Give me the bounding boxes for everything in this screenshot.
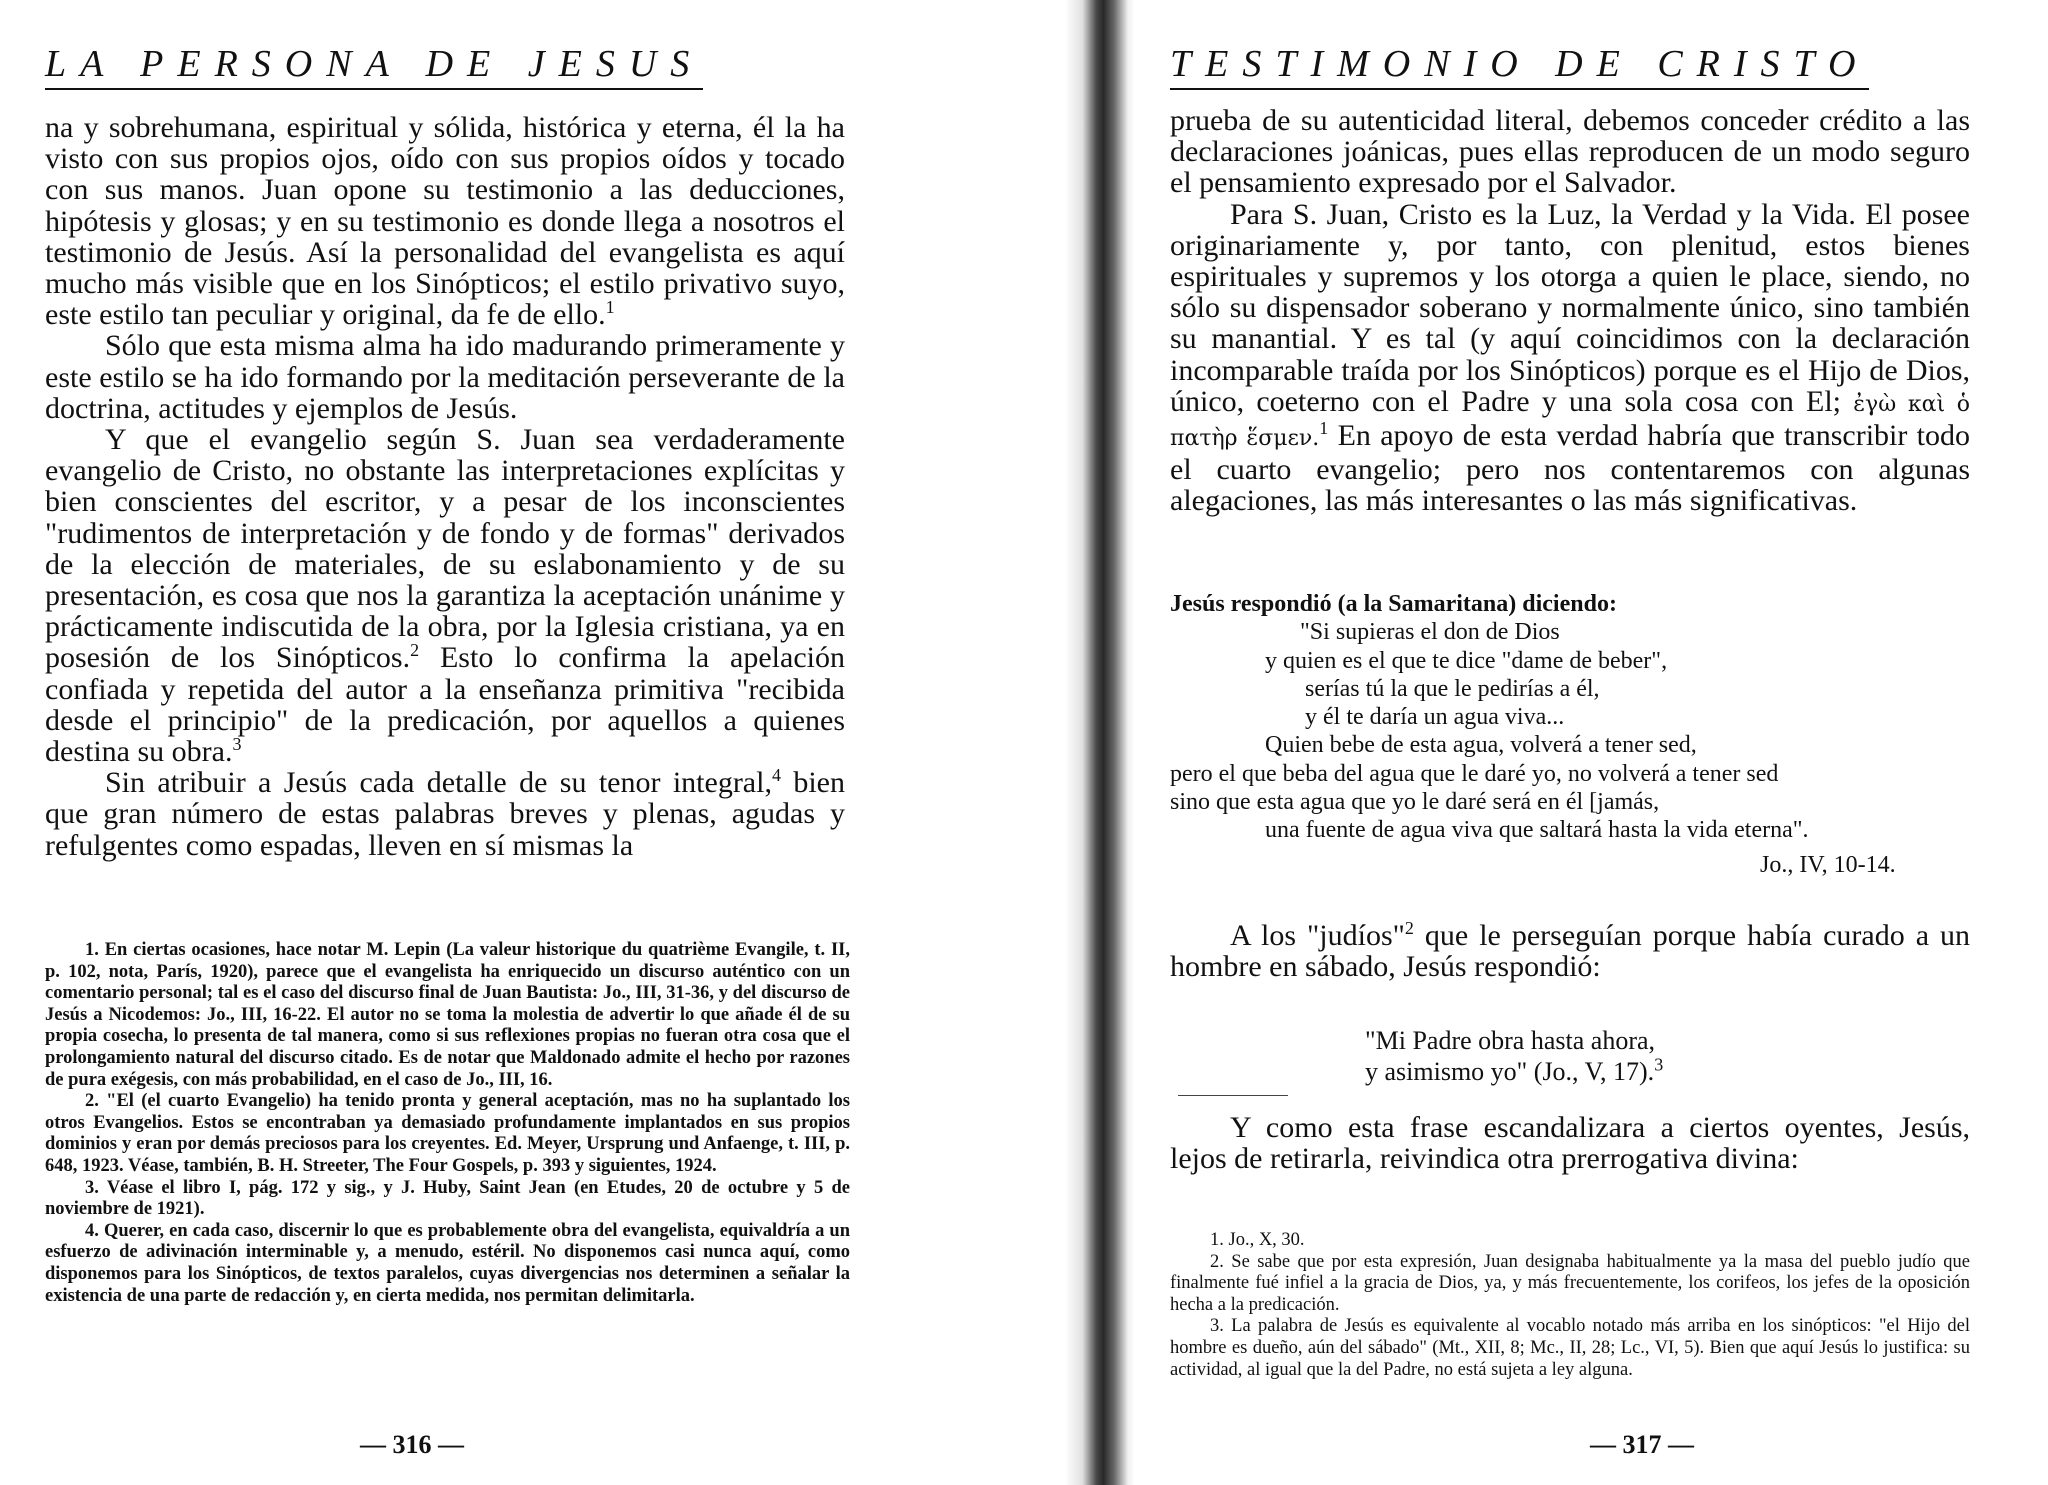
footnote-ref-4[interactable]: 4 xyxy=(771,765,781,786)
right-page xyxy=(1090,0,2048,1485)
footnote-separator xyxy=(1178,1095,1288,1096)
quote2-line-1: "Mi Padre obra hasta ahora, xyxy=(1365,1026,1656,1055)
quote-intro: Jesús respondió (a la Samaritana) diciendo: xyxy=(1170,591,1617,617)
running-head-right: TESTIMONIO DE CRISTO xyxy=(1170,42,1869,90)
quote-line: serías tú la que le pedirías a él, xyxy=(1305,675,1600,702)
page-number-left: — 316 — xyxy=(360,1430,464,1459)
footnote-4: 4. Querer, en cada caso, discernir lo que es probablemente obra del evangelista, equivaldría a un esfuerzo de adivinación interminable y, a menudo, estéril. No disponemos casi nunca aquí, como disponemos para los Sinópticos, de textos paralelos, cuyas divergencias nos determinen a señalar la existencia de una parte de redacción y, en cierta medida, nos permitan delimitarla. xyxy=(45,1220,850,1306)
right-footnotes xyxy=(1170,1230,1970,1381)
greek-quote: ἐγὼ καὶ ὁ πατὴρ ἕσμεν. xyxy=(1170,391,1971,452)
left-body xyxy=(45,112,845,861)
left-footnotes xyxy=(45,940,850,1307)
judios-paragraph: A los "judíos"$^2$ que le perseguían porque había curado a un hombre en sábado, Jesús respondió: xyxy=(1170,918,1971,984)
quote-line: Quien bebe de esta agua, volverá a tener sed, xyxy=(1265,732,1697,759)
quote-reference: Jo., IV, 10-14. xyxy=(1760,851,1896,878)
quote-line: y quien es el que te dice "dame de beber", xyxy=(1265,647,1668,674)
footnote-ref-judios[interactable]: 2 xyxy=(1404,918,1414,938)
page-number-right: — 317 — xyxy=(1590,1430,1694,1459)
footnote-ref-2[interactable]: 2 xyxy=(410,640,420,661)
padre-quote xyxy=(1365,1025,1925,1087)
quote-line: pero el que beba del agua que le daré yo, no volverá a tener sed xyxy=(1170,760,1779,787)
right-paragraph-1: prueba de su autenticidad literal, debemos conceder crédito a las declaraciones joánicas, pues ellas reproducen de un modo seguro el pensamiento expresado por el Salvador. xyxy=(1170,104,1970,200)
quote-line: y él te daría un agua viva... xyxy=(1305,704,1565,731)
running-head-left: LA PERSONA DE JESUS xyxy=(45,42,703,90)
footnote-2: 2. "El (el cuarto Evangelio) ha tenido pronta y general aceptación, mas no ha suplantado los otros Evangelios. Estos se encontraban ya demasiado profundamente implantados en sus propios dominios y eran por demás preciosos para los creyentes. Ed. Meyer, Ursprung und Anfaenge, t. III, p. 648, 1923. Véase, también, B. H. Streeter, The Four Gospels, p. 393 y siguientes, 1924. xyxy=(45,1091,850,1176)
footnote-ref-1[interactable]: 1 xyxy=(605,297,615,318)
escandalizara-paragraph: Y como esta frase escandalizara a ciertos oyentes, Jesús, lejos de retirarla, reivindica otra prerrogativa divina: xyxy=(1170,1111,1970,1176)
footnote-1: 1. En ciertas ocasiones, hace notar M. Lepin (La valeur historique du quatrième Evangile, t. II, p. 102, nota, París, 1920), parece que el evangelista ha enriquecido un discurso auténtico con un comentario personal; tal es el caso del discurso final de Juan Bautista: Jo., III, 31-36, y del discurso de Jesús a Nicodemos: Jo., III, 16-22. El autor no se toma la molestia de advertir lo que añade él de su propia cosecha, lo presenta de tal manera, como si sus reflexiones propias no fueran otra cosa que el prolongamiento natural del discurso citado. Es de notar que Maldonado admite el hecho por razones de pura exégesis, con más probabilidad, en el caso de Jo., III, 16. xyxy=(45,940,850,1090)
footnote-r2: 2. Se sabe que por esta expresión, Juan designaba habitualmente ya la masa del pueblo judío que finalmente fué infiel a la gracia de Dios, ya, y más frecuentemente, los corifeos, los jefes de la oposición hecha a la predicación. xyxy=(1170,1251,1970,1315)
footnote-ref-quote2[interactable]: 3 xyxy=(1654,1054,1664,1075)
left-paragraph-1: na y sobrehumana, espiritual y sólida, histórica y eterna, él la ha visto con sus propios ojos, oído con sus propios oídos y tocado con sus manos. Juan opone su testimonio a las deducciones, hipótesis y glosas; y en su testimonio es donde llega a nosotros el testimonio de Jesús. Así la personalidad del evangelista es aquí mucho más visible que en los Sinópticos; el estilo privativo suyo, este estilo tan peculiar y original, da fe de ello.$^1$ xyxy=(45,111,845,332)
left-paragraph-2: Sólo que esta misma alma ha ido madurando primeramente y este estilo se ha ido formando por la meditación perseverante de la doctrina, actitudes y ejemplos de Jesús. xyxy=(45,329,845,425)
footnote-r3: 3. La palabra de Jesús es equivalente al vocablo notado más arriba en los sinópticos: "el Hijo del hombre es dueño, aún del sábado" (Mt., XII, 8; Mc., II, 28; Lc., VI, 5). Bien que aquí Jesús lo justifica: su actividad, al igual que la del Padre, no está sujeta a ley alguna. xyxy=(1170,1316,1970,1380)
footnote-r1: 1. Jo., X, 30. xyxy=(1210,1230,1305,1250)
quote-line: una fuente de agua viva que saltará hasta la vida eterna". xyxy=(1265,817,1809,844)
right-body xyxy=(1170,105,1970,517)
quote2-line-2: y asimismo yo" (Jo., V, 17).$^3$ xyxy=(1365,1054,1664,1086)
footnote-ref-greek[interactable]: 1 xyxy=(1319,418,1329,439)
right-paragraph-2: Para S. Juan, Cristo es la Luz, la Verdad y la Vida. El posee originariamente y, por tanto, con plenitud, estos bienes espirituales y supremos y los otorga a quien le place, siendo, no sólo su dispensador soberano y normalmente único, sino también su manantial. Y es tal (y aquí coincidimos con la declaración incomparable traída por los Sinópticos) porque es el Hijo de Dios, único, coeterno con el Padre y una sola cosa con El; ἐγὼ καὶ ὁ πατὴρ ἕσμεν.$^1$ En apoyo de esta verdad habría que transcribir todo el cuarto evangelio; pero nos contentaremos con algunas alegaciones, las más interesantes o las más significativas. xyxy=(1170,197,1971,518)
quote-line: sino que esta agua que yo le daré será en él [jamás, xyxy=(1170,789,1660,816)
samaritan-quote xyxy=(1170,590,1970,879)
footnote-ref-3[interactable]: 3 xyxy=(232,734,242,755)
left-paragraph-3: Y que el evangelio según S. Juan sea verdaderamente evangelio de Cristo, no obstante las interpretaciones explícitas y bien conscientes del escritor, y a pesar de los inconscientes "rudimentos de interpretación y de fondo y de formas" derivados de la elección de materiales, de su eslabonamiento y de su presentación, es cosa que nos la garantiza la aceptación unánime y prácticamente indiscutida de la obra, por la Iglesia cristiana, ya en posesión de los Sinópticos.$^2$ Esto lo confirma la apelación confiada y repetida del autor a la enseñanza primitiva "recibida desde el principio" de la predicación, por aquellos a quienes destina su obra.$^3$ xyxy=(45,423,845,769)
footnote-3: 3. Véase el libro I, pág. 172 y sig., y J. Huby, Saint Jean (en Etudes, 20 de octubre y 5 de noviembre de 1921). xyxy=(45,1177,850,1220)
left-paragraph-4: Sin atribuir a Jesús cada detalle de su tenor integral,$^4$ bien que gran número de estas palabras breves y plenas, agudas y refulgentes como espadas, lleven en sí mismas la xyxy=(45,765,845,862)
quote-line: "Si supieras el don de Dios xyxy=(1300,619,1560,646)
